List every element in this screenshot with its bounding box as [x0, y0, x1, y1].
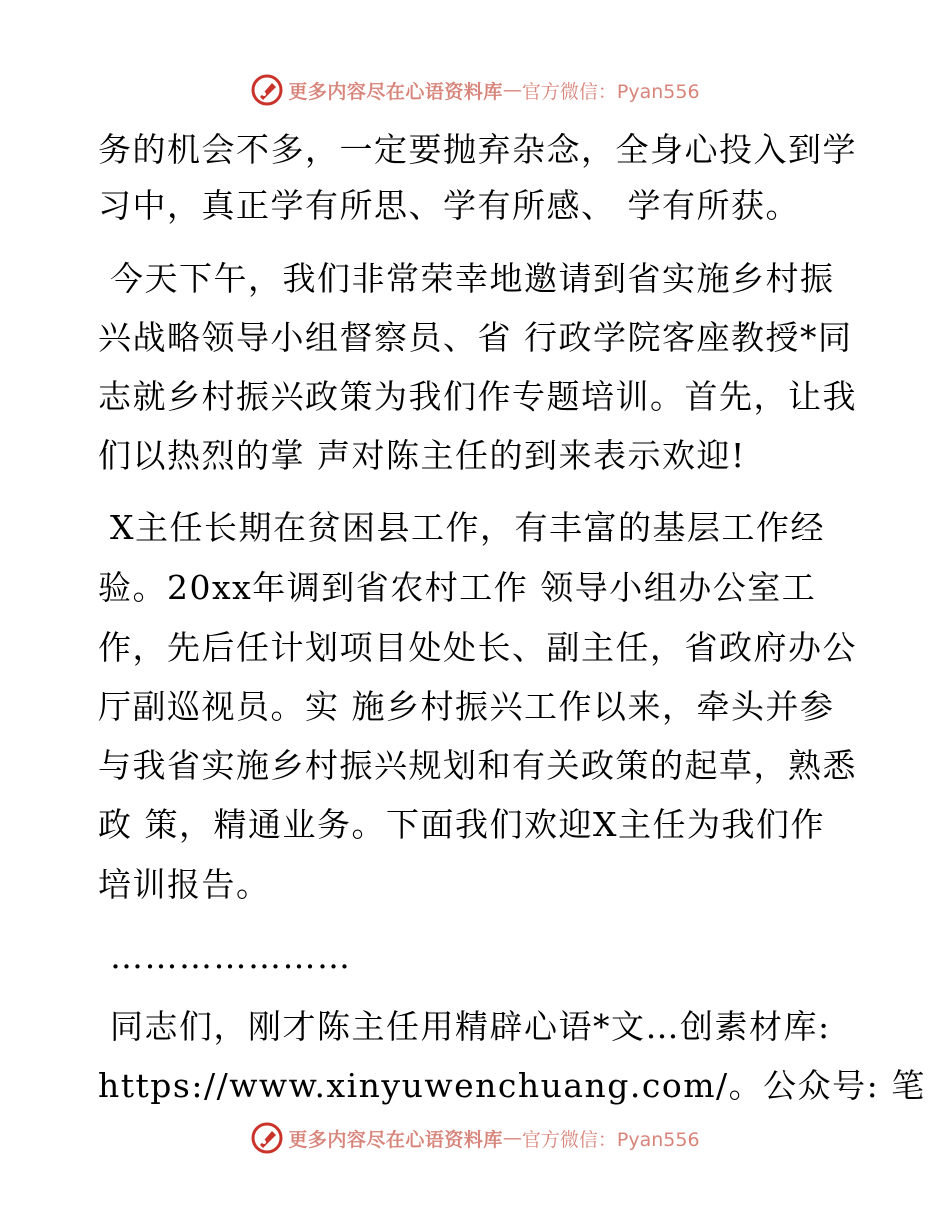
banner-slogan: 更多内容尽在心语资料库 [288, 80, 503, 103]
banner-slogan: 更多内容尽在心语资料库 [288, 1128, 503, 1151]
banner-separator: — [502, 79, 522, 101]
pen-nib-circle-icon [250, 73, 284, 107]
text-line: 志就乡村振兴政策为我们作专题培训。首先，让我 [98, 377, 857, 416]
text-line: 厅副巡视员。实 施乡村振兴工作以来，牵头并参 [98, 687, 835, 726]
banner-contact: 官方微信：Pyan556 [521, 80, 700, 103]
text-line: 政 策，精通业务。下面我们欢迎X主任为我们作 [98, 805, 825, 844]
text-line: 同志们，刚才陈主任用精辟心语*文…创素材库: [98, 1007, 831, 1046]
pen-nib-circle-icon [250, 1121, 284, 1155]
text-line: X主任长期在贫困县工作，有丰富的基层工作经 [98, 508, 825, 547]
text-line: https://www.xinyuwenchuang.com/。公众号: 笔 [98, 1066, 926, 1105]
footer-banner [0, 1118, 950, 1158]
banner-separator: — [502, 1127, 522, 1149]
text-line: 们以热烈的掌 声对陈主任的到来表示欢迎! [98, 436, 746, 475]
text-line: 今天下午，我们非常荣幸地邀请到省实施乡村振 [98, 259, 835, 298]
banner-contact: 官方微信：Pyan556 [521, 1128, 700, 1151]
text-line: 习中，真正学有所思、学有所感、 学有所获。 [98, 186, 800, 225]
text-line: 务的机会不多，一定要抛弃杂念，全身心投入到学 [98, 130, 857, 169]
header-banner [0, 70, 950, 110]
text-line: 与我省实施乡村振兴规划和有关政策的起草，熟悉 [98, 746, 857, 785]
ellipsis-line: ………………… [98, 937, 352, 976]
text-line: 验。20xx年调到省农村工作 领导小组办公室工 [98, 568, 817, 607]
text-line: 作，先后任计划项目处处长、副主任，省政府办公 [98, 628, 857, 667]
text-line: 培训报告。 [98, 865, 271, 904]
text-line: 兴战略领导小组督察员、省 行政学院客座教授*同 [98, 318, 853, 357]
